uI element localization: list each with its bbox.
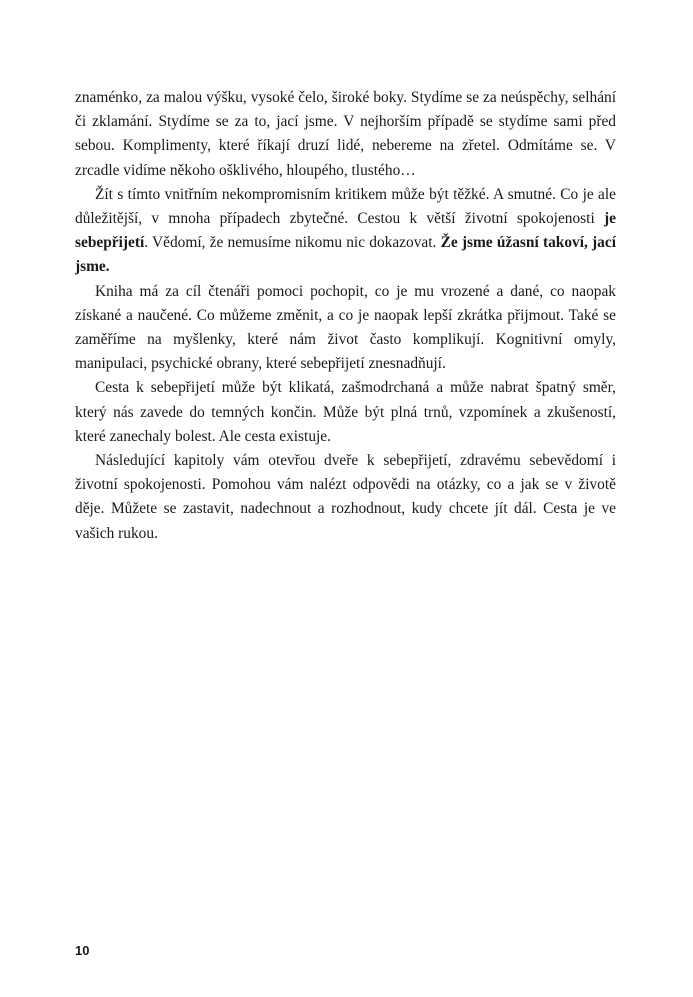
- bold-phrase: Že jsme úžasní takoví, jací jsme.: [75, 234, 616, 276]
- bold-phrase: je sebepřijetí: [75, 210, 616, 252]
- paragraph-text: Žít s tímto vnitřním nekompromisním kritikem může být těžké. A smutné. Co je ale důležitější, v mnoha případech zbytečné. Cestou k větší životní spokojenosti: [75, 185, 616, 228]
- paragraph-5: [75, 449, 616, 546]
- paragraph-text: Kniha má za cíl čtenáři pomoci pochopit, co je mu vrozené a dané, co naopak získané a naučené. Co můžeme změnit, a co je naopak lepší zkrátka přijmout. Také se zaměříme na myšlenky, které nám život často komplikují. Kognitivní omyly, manipulaci, psychické obrany, které sebepřijetí znesnadňují.: [75, 282, 616, 373]
- page-number: 10: [75, 943, 90, 958]
- paragraph-3: [75, 280, 616, 377]
- paragraph-2: [75, 183, 616, 280]
- body-text: [75, 86, 616, 546]
- paragraph-text: znaménko, za malou výšku, vysoké čelo, široké boky. Stydíme se za neúspěchy, selhání či zklamání. Stydíme se za to, jací jsme. V nejhorším případě se stydíme sami před sebou. Komplimenty, které říkají druzí lidé, nebereme na zřetel. Odmítáme se. V zrcadle vidíme někoho ošklivého, hloupého, tlustého…: [75, 89, 616, 179]
- paragraph-text: Následující kapitoly vám otevřou dveře k sebepřijetí, zdravému sebevědomí i životní spokojenosti. Pomohou vám nalézt odpovědi na otázky, co a jak se v životě děje. Můžete se zastavit, nadechnout a rozhodnout, kudy chcete jít dál. Cesta je ve vašich rukou.: [75, 452, 616, 542]
- paragraph-text: Cesta k sebepřijetí může být klikatá, zašmodrchaná a může nabrat špatný směr, který nás zavede do temných končin. Může být plná trnů, vzpomínek a zkušeností, které zanechaly bolest. Ale cesta existuje.: [75, 379, 616, 445]
- paragraph-1: [75, 86, 616, 183]
- paragraph-4: [75, 376, 616, 449]
- paragraph-text: . Vědomí, že nemusíme nikomu nic dokazovat.: [144, 234, 441, 252]
